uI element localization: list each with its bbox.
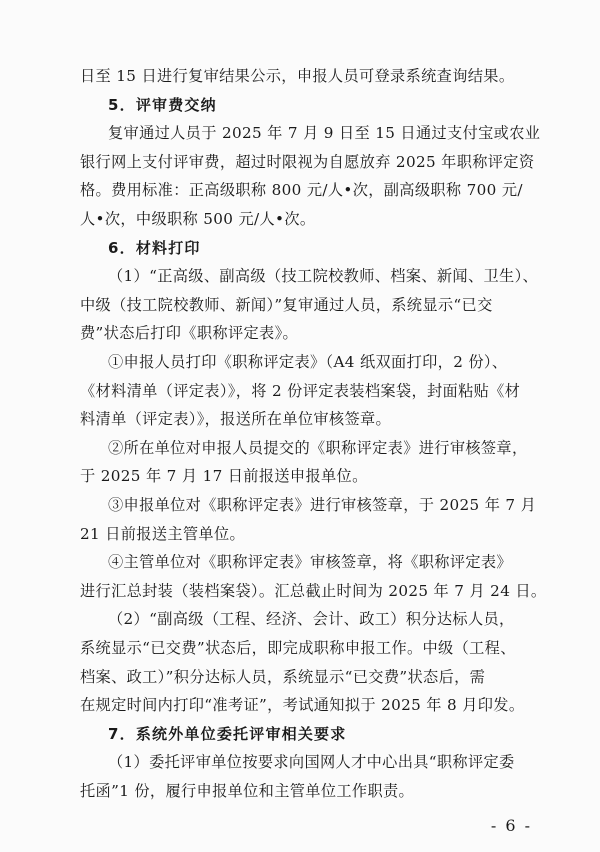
paragraph-line: 进行汇总封装（装档案袋）。汇总截止时间为 2025 年 7 月 24 日。 [80,581,547,600]
paragraph-line: ②所在单位对申报人员提交的《职称评定表》进行审核签章， [108,438,528,457]
section-heading: 5．评审费交纳 [108,95,217,114]
paragraph-line: 档案、政工）”积分达标人员，系统显示“已交费”状态后，需 [80,667,486,686]
section-heading: 6．材料打印 [108,238,201,257]
section-heading: 7．系统外单位委托评审相关要求 [108,724,347,743]
paragraph-line: 料清单（评定表）》，报送所在单位审核签章。 [80,410,392,429]
paragraph-line: 费”状态后打印《职称评定表》。 [80,324,299,343]
paragraph-line: 复审通过人员于 2025 年 7 月 9 日至 15 日通过支付宝或农业 [108,124,541,143]
paragraph-line: （1）委托评审单位按要求向国网人才中心出具“职称评定委 [108,753,515,772]
paragraph-line: 《材料清单（评定表）》，将 2 份评定表装档案袋，封面粘贴《材 [80,381,521,400]
paragraph-line: 于 2025 年 7 月 17 日前报送申报单位。 [80,467,368,486]
paragraph-line: ①申报人员打印《职称评定表》（A4 纸双面打印，2 份）、 [108,353,508,371]
paragraph-line: 托函”1 份，履行申报单位和主管单位工作职责。 [80,782,415,800]
paragraph-line: 中级（技工院校教师、新闻）”复审通过人员，系统显示“已交 [80,295,493,314]
paragraph-line: 人•次，中级职称 500 元/人•次。 [80,210,316,228]
paragraph-line: 日至 15 日进行复审结果公示，申报人员可登录系统查询结果。 [80,67,515,85]
paragraph-line: （2）“副高级（工程、经济、会计、政工）积分达标人员， [108,610,515,629]
paragraph-line: 银行网上支付评审费，超过时限视为自愿放弃 2025 年职称评定资 [80,152,535,171]
page-number: - 6 - [490,815,532,835]
paragraph-line: ④主管单位对《职称评定表》审核签章，将《职称评定表》 [108,553,512,572]
paragraph-line: 在规定时间内打印“准考证”，考试通知拟于 2025 年 8 月印发。 [80,696,525,715]
paragraph-line: （1）“正高级、副高级（技工院校教师、档案、新闻、卫生）、 [108,267,539,286]
paragraph-line: ③申报单位对《职称评定表》进行审核签章，于 2025 年 7 月 [108,496,537,514]
paragraph-line: 格。费用标准：正高级职称 800 元/人•次，副高级职称 700 元/ [80,181,523,200]
paragraph-line: 系统显示“已交费”状态后，即完成职称申报工作。中级（工程、 [80,639,516,657]
paragraph-line: 21 日前报送主管单位。 [80,524,246,543]
